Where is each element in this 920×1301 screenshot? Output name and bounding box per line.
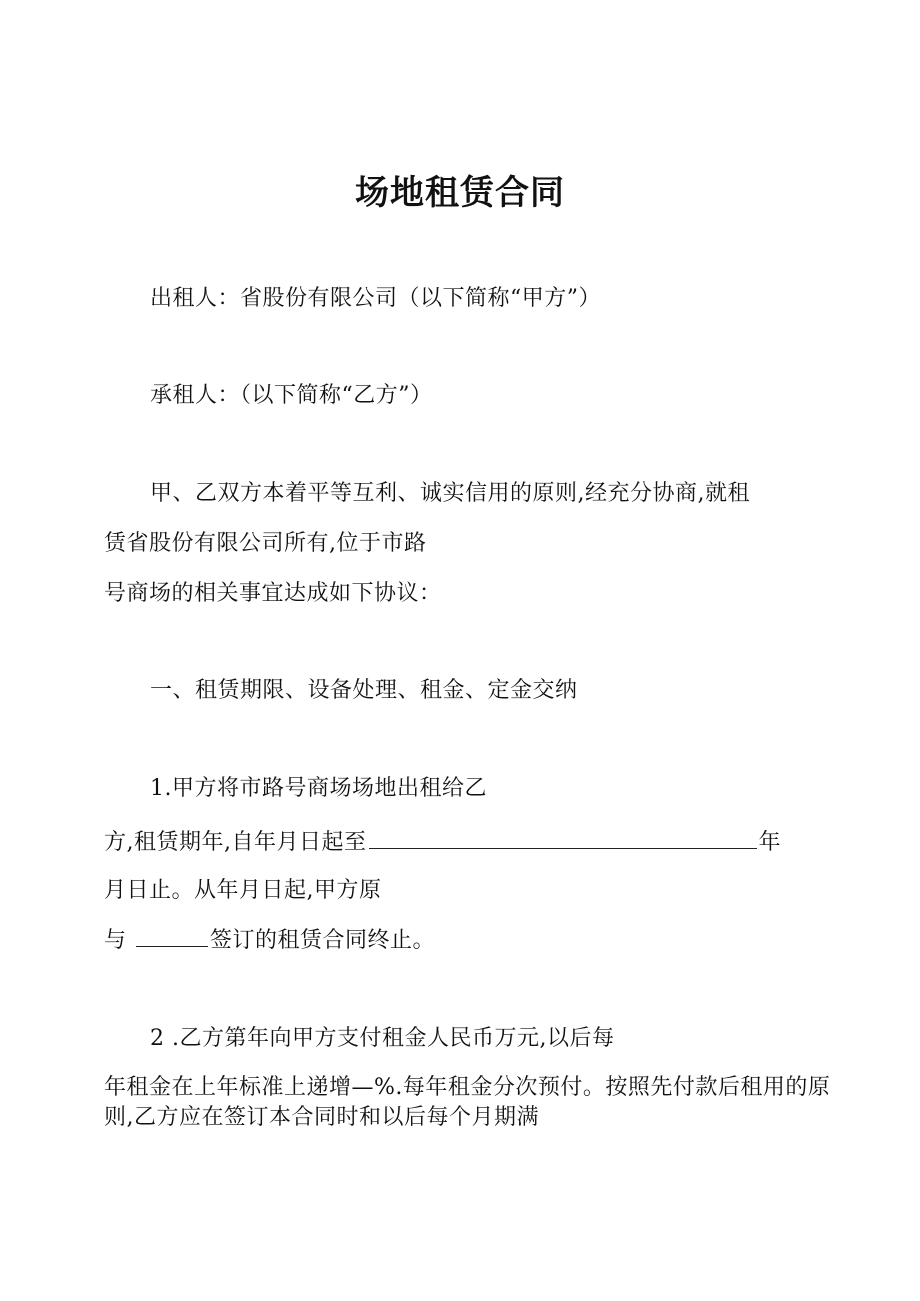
- clause-1-line-4-prefix: 与: [104, 928, 127, 953]
- date-blank-field: [369, 826, 757, 849]
- clause-1-line-2: [104, 826, 781, 858]
- clause-1-line-4-text: 签订的租赁合同终止。: [210, 928, 436, 953]
- intro-line-1: 甲、乙双方本着平等互利、诚实信用的原则,经充分协商,就租: [150, 481, 750, 506]
- clause-2-line-2: 年租金在上年标准上递增—%.每年租金分次预付。按照先付款后租用的原: [104, 1075, 831, 1100]
- clause-1-line-2-suffix: 年: [758, 830, 782, 855]
- intro-line-2: 赁省股份有限公司所有,位于市路: [104, 531, 427, 556]
- page-title: 场地租赁合同: [355, 173, 565, 213]
- clause-1-line-3: 月日止。从年月日起,甲方原: [104, 878, 382, 903]
- section-1-heading: 一、租赁期限、设备处理、租金、定金交纳: [150, 678, 578, 703]
- intro-line-3: 号商场的相关事宜达成如下协议：: [104, 581, 442, 606]
- clause-2-line-1: 2 .乙方第年向甲方支付租金人民币万元,以后每: [150, 1026, 615, 1051]
- clause-2-line-3: 则,乙方应在签订本合同时和以后每个月期满: [104, 1105, 539, 1130]
- lessee-line: 承租人：（以下简称“乙方”）: [150, 383, 433, 408]
- clause-1-line-2-text: 方,租赁期年,自年月日起至: [104, 830, 367, 855]
- party-blank-field: [136, 924, 208, 947]
- lessor-line: 出租人：省股份有限公司（以下简称“甲方”）: [150, 286, 601, 311]
- clause-1-line-4: [104, 924, 435, 956]
- clause-1-line-1: 1.甲方将市路号商场场地出租给乙: [150, 776, 487, 801]
